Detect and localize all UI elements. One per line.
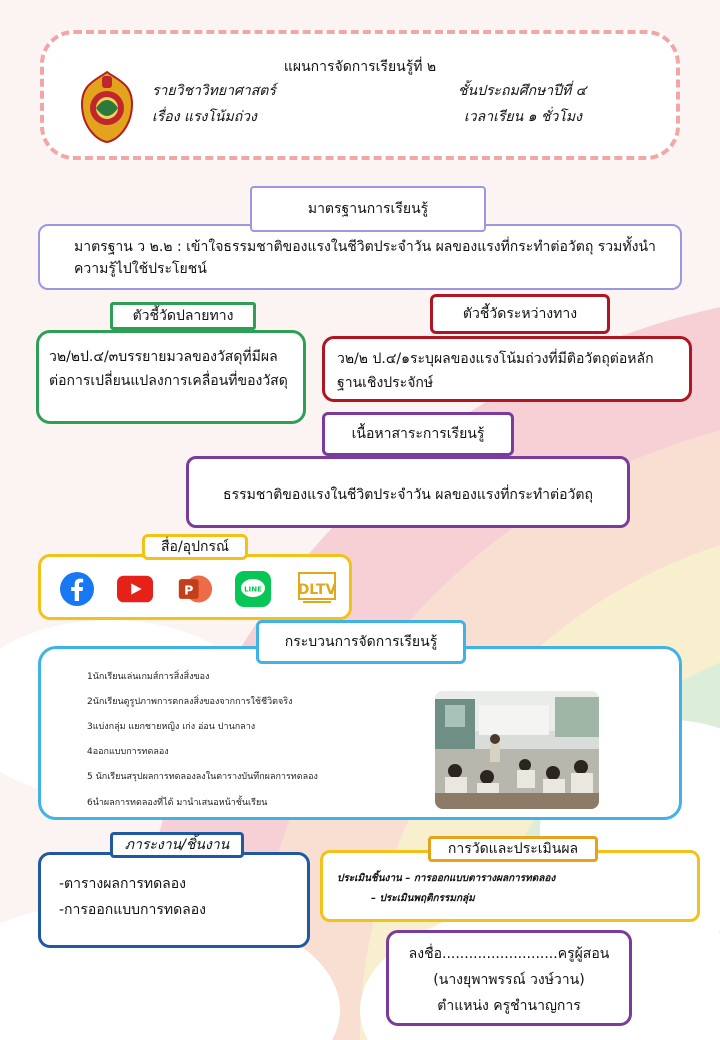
classroom-photo [435,691,599,809]
line-icon [235,571,271,607]
process-heading: กระบวนการจัดการเรียนรู้ [256,620,466,664]
process-step: 3แบ่งกลุ่ม แยกชายหญิง เก่ง อ่อน ปานกลาง [87,722,256,732]
youtube-icon [117,571,153,607]
header-card [40,30,680,160]
mid-indicator-heading: ตัวชี้วัดระหว่างทาง [430,294,610,334]
teacher-name: (นางยุพาพรรณ์ วงษ์วาน) [433,972,585,988]
teacher-position: ตำแหน่ง ครูชำนาญการ [437,998,581,1014]
process-step: 5 นักเรียนสรุปผลการทดลองลงในตารางบันทึกผลการทดลอง [87,772,318,782]
powerpoint-icon [177,571,213,607]
standard-text: มาตรฐาน ว ๒.๒ : เข้าใจธรรมชาติของแรงในชีวิตประจำวัน ผลของแรงที่กระทำต่อวัตถุ รวมทั้งนำความรู้ไปใช้ประโยชน์ [74,239,656,277]
subject-label: รายวิชาวิทยาศาสตร์ [152,83,276,99]
process-step: 2นักเรียนดูรูปภาพการตกลงสิ่งของจากการใช้ชีวิตจริง [87,697,293,707]
final-indicator-heading: ตัวชี้วัดปลายทาง [110,302,256,330]
mid-indicator-text: ว๒/๒ ป.๔/๑ระบุผลของแรงโน้มถ่วงที่มีติอวัตถุต่อหลักฐานเชิงประจักษ์ [337,351,654,391]
standard-box [38,224,682,290]
standard-heading: มาตรฐานการเรียนรู้ [250,186,486,232]
final-indicator-text: ว๒/๒ป.๔/๓บรรยายมวลของวัสดุที่มีผลต่อการเปลี่ยนแปลงการเคลื่อนที่ของวัสดุ [49,349,288,389]
task-item: -ตารางผลการทดลอง [59,876,187,892]
signature-box [386,930,632,1026]
content-box [186,456,630,528]
dltv-icon [297,571,337,607]
process-box [38,646,682,820]
dltv-text: DLTV [297,582,337,598]
school-emblem-icon [78,70,136,144]
process-step: 6นำผลการทดลองที่ได้ มานำเสนอหน้าชั้นเรียน [87,798,268,808]
duration-label: เวลาเรียน ๑ ชั่วโมง [464,109,582,125]
media-heading: สื่อ/อุปกรณ์ [142,534,248,560]
tasks-box [38,852,310,948]
media-box [38,554,352,620]
topic-label: เรื่อง แรงโน้มถ่วง [152,109,257,125]
svg-text:LINE: LINE [244,585,262,594]
process-step: 1นักเรียนเล่นเกมส์การสิ่งสิ่งของ [87,672,210,682]
content-heading: เนื้อหาสาระการเรียนรู้ [322,412,514,456]
grade-label: ชั้นประถมศึกษาปีที่ ๔ [458,83,587,99]
final-indicator-box [36,330,306,424]
evaluation-line-1: ประเมินชิ้นงาน – การออกแบบตารางผลการทดลอง [337,873,556,884]
svg-text:P: P [184,582,194,598]
signature-line: ลงชื่อ..........................ครูผู้สอน [408,946,610,962]
content-text: ธรรมชาติของแรงในชีวิตประจำวัน ผลของแรงที่กระทำต่อวัตถุ [223,487,593,503]
evaluation-heading: การวัดและประเมินผล [428,836,598,862]
mid-indicator-box [322,336,692,402]
task-item: -การออกแบบการทดลอง [59,902,206,918]
tasks-heading: ภาระงาน/ชิ้นงาน [110,832,244,858]
evaluation-line-2: – ประเมินพฤติกรรมกลุ่ม [371,893,475,904]
facebook-icon [59,571,95,607]
process-step: 4ออกแบบการทดลอง [87,747,169,757]
plan-title: แผนการจัดการเรียนรู้ที่ ๒ [283,59,437,75]
